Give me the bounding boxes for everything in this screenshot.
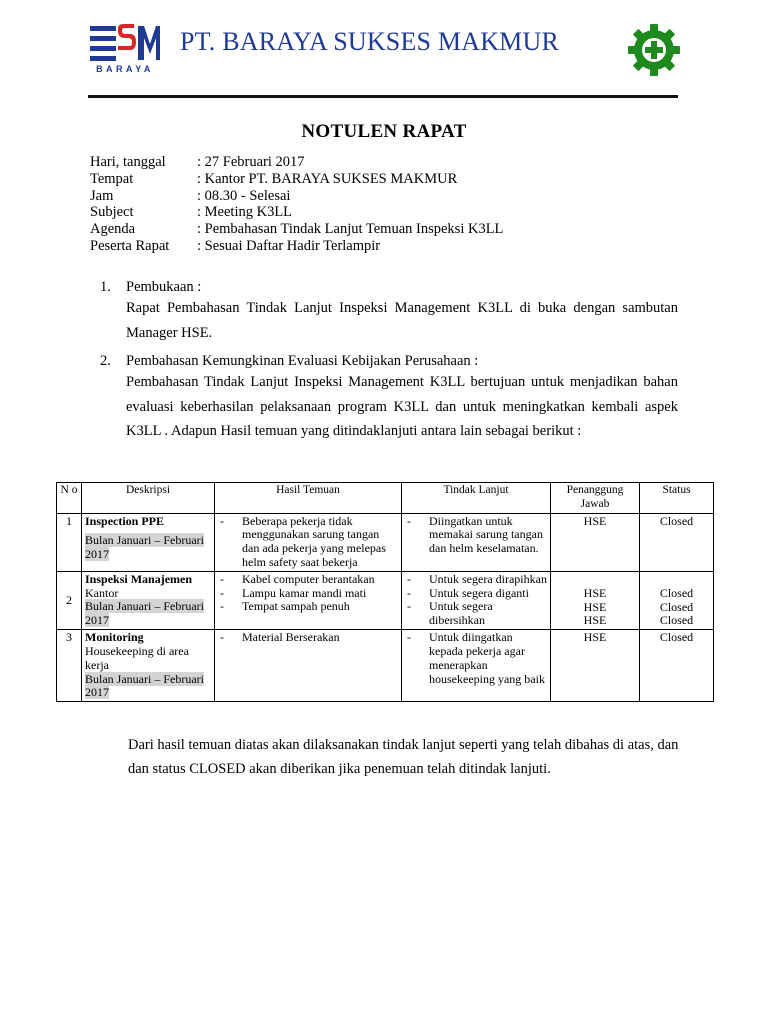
row-status <box>640 630 714 702</box>
row-status <box>640 571 714 629</box>
row-findings <box>215 571 402 629</box>
row-period: Bulan Januari – Februari 2017 <box>85 671 204 700</box>
action-item: - Untuk segera diganti <box>405 587 547 601</box>
meta-label: Subject <box>90 204 134 221</box>
row-title: Inspection PPE <box>85 513 165 528</box>
row-status <box>640 513 714 571</box>
meta-label: Peserta Rapat <box>90 237 170 254</box>
table-row <box>57 513 714 571</box>
meta-row-subject <box>90 204 503 221</box>
pj-value: HSE <box>583 630 607 645</box>
section-heading: Pembukaan : <box>126 279 202 295</box>
header-tindak-lanjut: Tindak Lanjut <box>402 483 551 514</box>
meta-label: Hari, tanggal <box>90 154 166 170</box>
meeting-details <box>90 154 503 255</box>
k3-gear-cross-icon <box>626 22 682 78</box>
row-number-text: 2 <box>66 592 72 607</box>
row-findings <box>215 630 402 702</box>
meta-row-time <box>90 188 503 205</box>
row-number: 3 <box>57 630 82 702</box>
table-header-row <box>57 483 714 514</box>
section-number: 1. <box>100 279 111 295</box>
header-no: N o <box>57 483 82 514</box>
meta-value: : Pembahasan Tindak Lanjut Temuan Inspeksi K3LL <box>197 221 504 238</box>
row-description <box>82 630 215 702</box>
row-period: Bulan Januari – Februari 2017 <box>85 533 204 562</box>
section-heading: Pembahasan Kemungkinan Evaluasi Kebijakan Perusahaan : <box>126 353 479 369</box>
finding-item: - Material Berserakan <box>218 631 398 645</box>
finding-item: - Tempat sampah penuh <box>218 600 398 614</box>
meta-label: Jam <box>90 187 114 204</box>
meta-label: Tempat <box>90 170 134 187</box>
status-value: Closed <box>659 599 694 614</box>
action-item: - Untuk segera dibersihkan <box>405 600 547 628</box>
status-value: Closed <box>659 630 694 645</box>
meta-value: : Sesuai Daftar Hadir Terlampir <box>197 237 381 254</box>
meta-value: : Kantor PT. BARAYA SUKSES MAKMUR <box>197 170 458 187</box>
row-subtitle: Housekeeping di area kerja <box>85 643 189 672</box>
row-title: Monitoring <box>85 630 144 645</box>
header-divider <box>88 95 678 98</box>
section-body: Pembahasan Tindak Lanjut Inspeksi Management K3LL bertujuan untuk menjadikan bahan evaluasi keberhasilan pelaksanaan program K3LL dan untuk meningkatkan kembali aspek K3LL . Adapun Hasil temuan yang ditindaklanjuti antara lain sebagai berikut : <box>126 374 678 439</box>
row-pj <box>551 571 640 629</box>
action-item: - Untuk segera dirapihkan <box>405 573 547 587</box>
row-subtitle: Kantor <box>85 585 119 600</box>
finding-item: - Lampu kamar mandi mati <box>218 587 398 601</box>
closing-paragraph: Dari hasil temuan diatas akan dilaksanakan tindak lanjut seperti yang telah dibahas di atas, dan dan status CLOSED akan diberikan jika penemuan telah ditindak lanjuti. <box>128 737 679 777</box>
pj-value: HSE <box>583 585 607 600</box>
meta-row-place <box>90 171 503 188</box>
row-description <box>82 513 215 571</box>
row-findings <box>215 513 402 571</box>
status-value: Closed <box>659 513 694 528</box>
row-number: 1 <box>57 513 82 571</box>
pj-value: HSE <box>583 599 607 614</box>
row-actions <box>402 513 551 571</box>
logo-mark-icon <box>90 24 160 61</box>
row-actions <box>402 630 551 702</box>
section-opening <box>100 279 678 345</box>
finding-item: - Kabel computer berantakan <box>218 573 398 587</box>
pj-value: HSE <box>583 613 607 628</box>
findings-table <box>56 482 714 702</box>
finding-item: - Beberapa pekerja tidak menggunakan sarung tangan dan ada pekerja yang melepas helm safety saat bekerja <box>218 515 398 570</box>
row-actions <box>402 571 551 629</box>
section-body: Rapat Pembahasan Tindak Lanjut Inspeksi Management K3LL di buka dengan sambutan Manager HSE. <box>126 300 678 341</box>
table-row <box>57 630 714 702</box>
header-deskripsi: Deskripsi <box>82 483 215 514</box>
table-row <box>57 571 714 629</box>
action-item: - Diingatkan untuk memakai sarung tangan dan helm keselamatan. <box>405 515 547 556</box>
section-number: 2. <box>100 353 111 369</box>
row-description <box>82 571 215 629</box>
company-logo <box>88 22 162 74</box>
meta-row-date <box>90 154 503 171</box>
meta-value: : 08.30 - Selesai <box>197 187 291 204</box>
pj-value: HSE <box>583 513 607 528</box>
header-penanggung-jawab: Penanggung Jawab <box>551 483 640 514</box>
meta-value: : Meeting K3LL <box>197 204 293 221</box>
row-period: Bulan Januari – Februari 2017 <box>85 599 204 628</box>
row-title: Inspeksi Manajemen <box>85 571 193 586</box>
meta-value: : 27 Februari 2017 <box>197 154 305 170</box>
meta-row-participants <box>90 238 503 255</box>
logo-text: BARAYA <box>96 64 154 74</box>
action-item: - Untuk diingatkan kepada pekerja agar menerapkan housekeeping yang baik <box>405 631 547 686</box>
status-value: Closed <box>659 613 694 628</box>
section-evaluation <box>100 353 678 444</box>
row-pj <box>551 513 640 571</box>
status-value: Closed <box>659 585 694 600</box>
meta-row-agenda <box>90 221 503 238</box>
meta-label: Agenda <box>90 221 136 238</box>
company-name: PT. BARAYA SUKSES MAKMUR <box>180 27 560 56</box>
row-pj <box>551 630 640 702</box>
row-number <box>57 571 82 629</box>
header-status: Status <box>640 483 714 514</box>
header-hasil-temuan: Hasil Temuan <box>215 483 402 514</box>
document-title: NOTULEN RAPAT <box>301 121 467 142</box>
